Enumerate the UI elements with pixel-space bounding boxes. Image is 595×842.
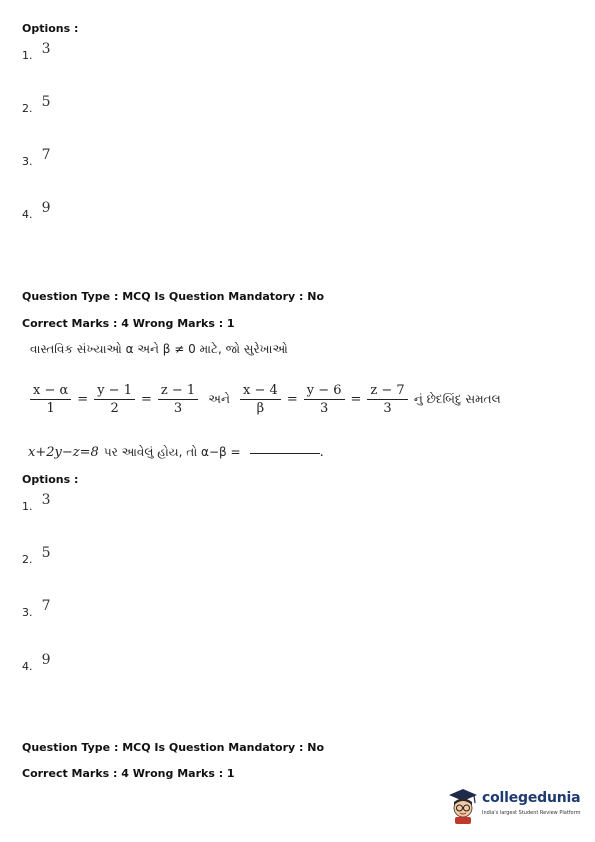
question-text-line-1: વાસ્તવિક સંખ્યાઓ α અને β ≠ 0 માટે, જો સુરેખાઓ: [30, 342, 288, 356]
option-number: 1.: [22, 49, 33, 62]
fraction: $\frac{x - 4}{\beta}$: [240, 383, 281, 416]
fraction: $\frac{z - 1}{3}$: [158, 383, 198, 416]
option-value: 3: [41, 41, 51, 57]
option-value: 3: [41, 492, 51, 508]
options-label: Options :: [22, 473, 79, 486]
option-value: 9: [41, 652, 51, 668]
option-number: 3.: [22, 155, 33, 168]
option-4[interactable]: [22, 200, 51, 222]
logo-tagline: India's largest Student Review Platform: [482, 810, 581, 816]
option-1[interactable]: [22, 41, 51, 63]
marks-line: Correct Marks : 4 Wrong Marks : 1: [22, 317, 235, 330]
option-value: 7: [41, 147, 51, 163]
option-value: 5: [41, 545, 51, 561]
and-word: અને: [208, 392, 230, 406]
option-4[interactable]: [22, 652, 51, 674]
option-number: 1.: [22, 500, 33, 513]
answer-blank: [250, 452, 320, 454]
question-equation-line: $\frac{x - \alpha}{1}$ = $\frac{y - 1}{2}$ = $\frac{z - 1}{3}$ અને $\frac{x - 4}{\beta}$ = $\frac{y - 6}{3}$ = $\frac{z - 7}{3}$ નું છેદબિંદુ સમતલ: [28, 383, 501, 416]
option-3[interactable]: [22, 147, 51, 169]
option-number: 2.: [22, 102, 33, 115]
option-value: 5: [41, 94, 51, 110]
option-number: 4.: [22, 660, 33, 673]
plane-equation: x+2y−z=8: [28, 445, 99, 460]
collegedunia-logo-icon: [445, 786, 481, 826]
equation-tail-text: નું છેદબિંદુ સમતલ: [413, 392, 501, 406]
fraction: $\frac{x - \alpha}{1}$: [30, 383, 71, 416]
fraction: $\frac{y - 1}{2}$: [94, 383, 135, 416]
fraction: $\frac{y - 6}{3}$: [304, 383, 345, 416]
fraction: $\frac{z - 7}{3}$: [367, 383, 407, 416]
option-number: 3.: [22, 606, 33, 619]
option-2[interactable]: [22, 545, 51, 567]
question-text-line-3: x+2y−z=8 પર આવેલું હોય, તો α−β = .: [28, 445, 324, 460]
marks-line: Correct Marks : 4 Wrong Marks : 1: [22, 767, 235, 780]
option-value: 9: [41, 200, 51, 216]
option-1[interactable]: [22, 492, 51, 514]
options-label: Options :: [22, 22, 79, 35]
option-3[interactable]: [22, 598, 51, 620]
question-type-line: Question Type : MCQ Is Question Mandatory : No: [22, 741, 325, 754]
option-2[interactable]: [22, 94, 51, 116]
question-text-tail: પર આવેલું હોય, તો α−β =: [103, 445, 241, 459]
option-value: 7: [41, 598, 51, 614]
option-number: 4.: [22, 208, 33, 221]
logo-wordmark: collegedunia: [482, 790, 581, 806]
question-type-line: Question Type : MCQ Is Question Mandatory : No: [22, 290, 325, 303]
option-number: 2.: [22, 553, 33, 566]
